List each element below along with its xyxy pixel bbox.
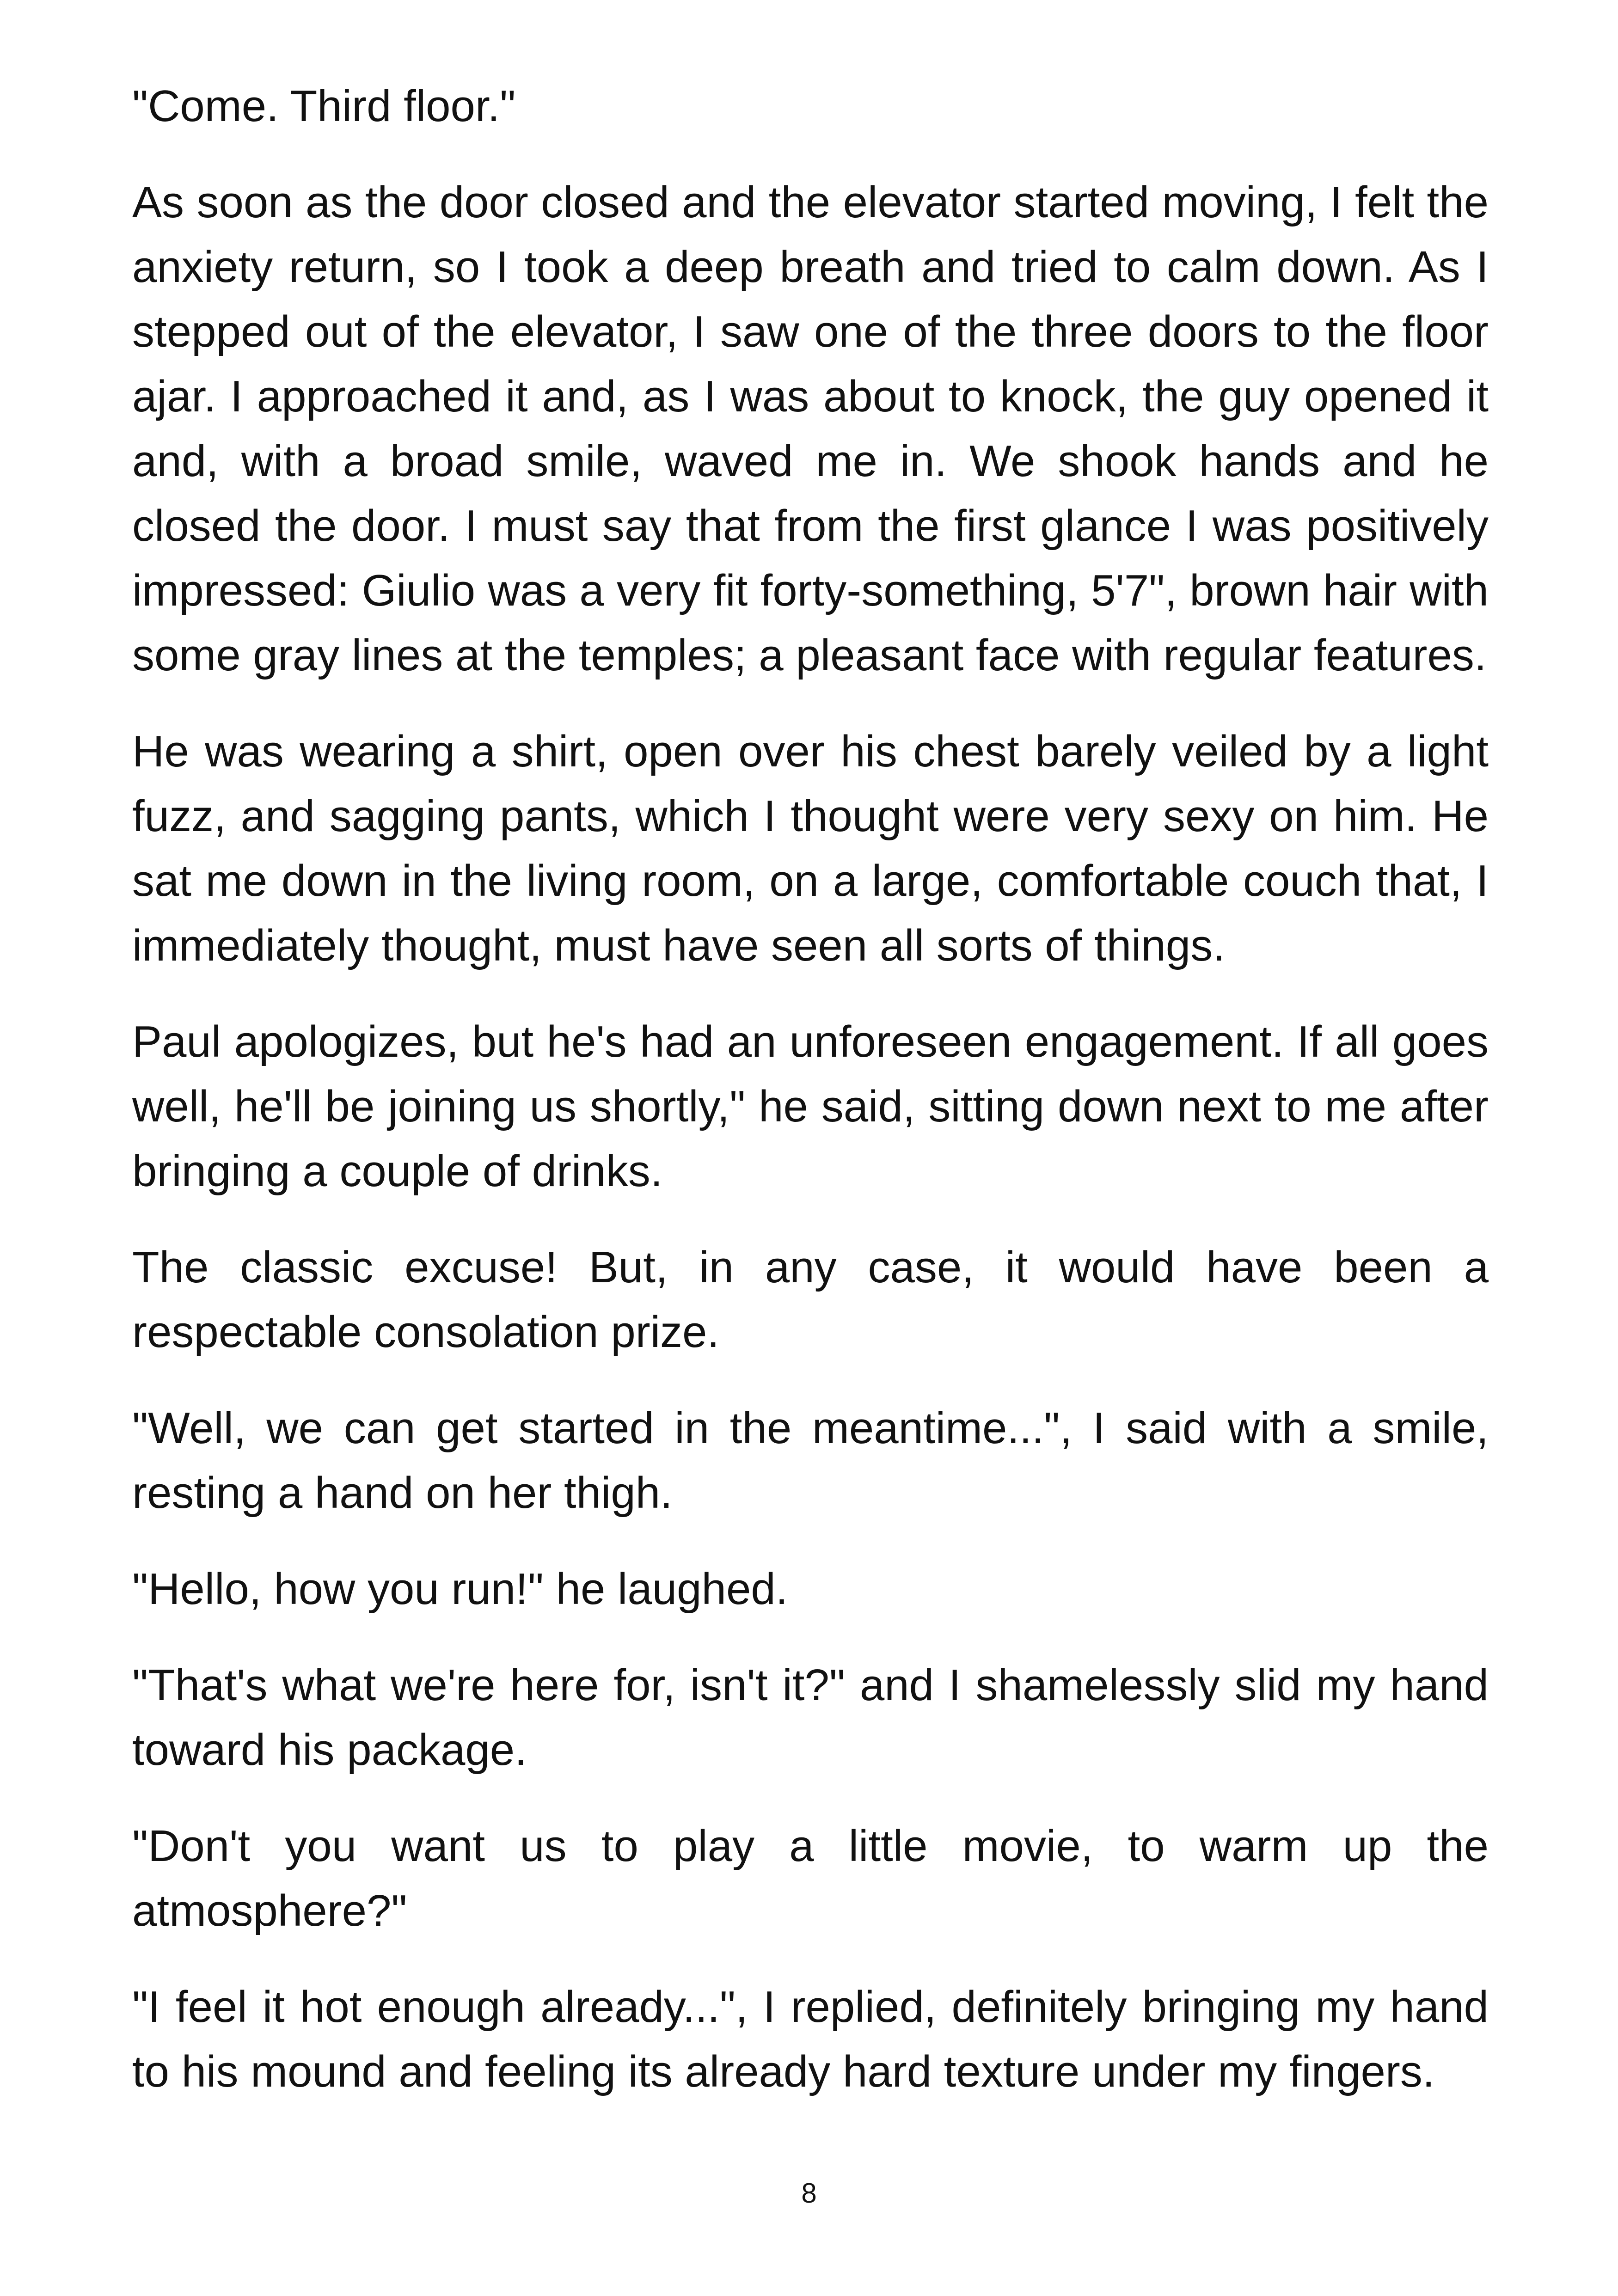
page-number: 8 xyxy=(801,2178,817,2209)
paragraph: Paul apologizes, but he's had an unforeseen engagement. If all goes well, he'll be joining us shortly," he said, sitting down next to me after bringing a couple of drinks. xyxy=(132,1017,1489,1196)
paragraph: As soon as the door closed and the elevator started moving, I felt the anxiety return, so I took a deep breath and tried to calm down. As I stepped out of the elevator, I saw one of the three doors to the floor ajar. I approached it and, as I was about to knock, the guy opened it and, with a broad smile, waved me in. We shook hands and he closed the door. I must say that from the first glance I was positively impressed: Giulio was a very fit forty-something, 5'7", brown hair with some gray lines at the temples; a pleasant face with regular features. xyxy=(132,178,1489,680)
paragraph: He was wearing a shirt, open over his chest barely veiled by a light fuzz, and sagging pants, which I thought were very sexy on him. He sat me down in the living room, on a large, comfortable couch that, I immediately thought, must have seen all sorts of things. xyxy=(132,727,1489,970)
body-text xyxy=(132,74,1489,2136)
paragraph: "Come. Third floor." xyxy=(132,81,516,131)
paragraph: "Well, we can get started in the meantime...", I said with a smile, resting a hand on her thigh. xyxy=(132,1403,1489,1518)
paragraph: "That's what we're here for, isn't it?" and I shamelessly slid my hand toward his package. xyxy=(132,1660,1489,1775)
paragraph: "Don't you want us to play a little movie, to warm up the atmosphere?" xyxy=(132,1821,1489,1935)
paragraph: "I feel it hot enough already...", I replied, definitely bringing my hand to his mound and feeling its already hard texture under my fingers. xyxy=(132,1982,1489,2096)
paragraph: "Hello, how you run!" he laughed. xyxy=(132,1564,788,1614)
paragraph: The classic excuse! But, in any case, it would have been a respectable consolation prize. xyxy=(132,1243,1489,1357)
